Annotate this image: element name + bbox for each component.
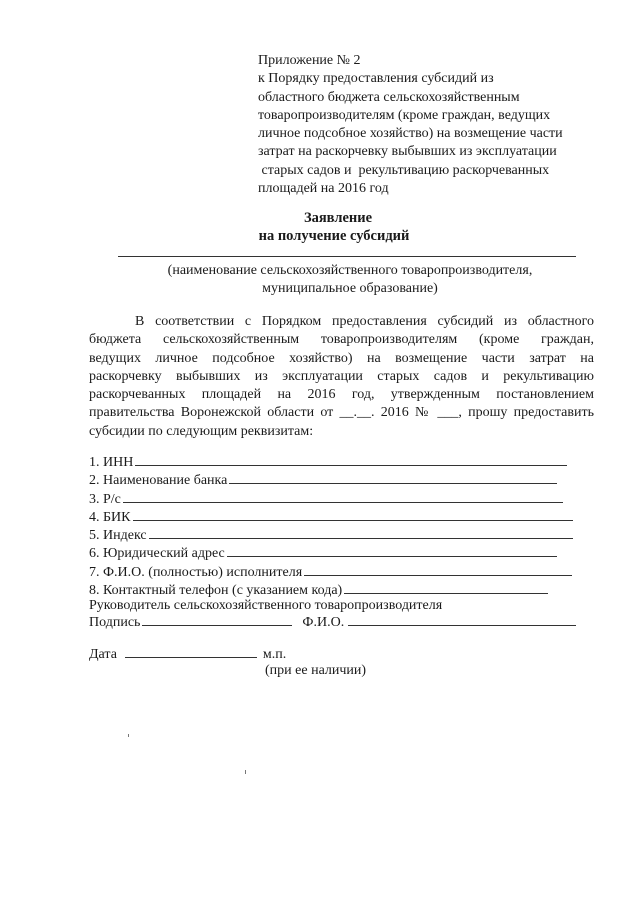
head-title: Руководитель сельскохозяйственного товаропроизводителя: [89, 598, 443, 613]
appendix-header: [258, 52, 598, 198]
title-line-2: на получение субсидий: [258, 228, 410, 244]
field-label: 5. Индекс: [89, 528, 147, 544]
field-blank[interactable]: [304, 561, 572, 576]
applicant-caption: [90, 262, 610, 298]
requisites-list: [89, 451, 589, 597]
field-label: 3. Р/с: [89, 491, 121, 507]
fio-label: Ф.И.О.: [302, 615, 345, 630]
field-label: 2. Наименование банка: [89, 473, 228, 489]
field-postcode: [89, 524, 589, 542]
appendix-line: личное подсобное хозяйство) на возмещение части: [258, 126, 563, 142]
caption-line-2: муниципальное образование): [262, 281, 438, 296]
signature-row: [89, 612, 576, 632]
body-line: раскорчеванных площадей на 2016 год, утвержденным постановлением: [89, 387, 594, 403]
signature-blank[interactable]: [142, 612, 292, 626]
fio-blank[interactable]: [348, 612, 576, 626]
seal-label: м.п.: [262, 647, 287, 662]
field-legal-address: [89, 542, 589, 560]
field-label: 4. БИК: [89, 509, 131, 525]
appendix-line: к Порядку предоставления субсидий из: [258, 71, 494, 87]
date-label: Дата: [89, 647, 117, 662]
appendix-line: товаропроизводителям (кроме граждан, ведущих: [258, 107, 551, 123]
field-blank[interactable]: [149, 524, 573, 539]
field-blank[interactable]: [344, 579, 548, 594]
title-line-1: Заявление: [303, 210, 373, 226]
seal-note: (при ее наличии): [265, 663, 367, 678]
date-blank[interactable]: [125, 644, 257, 658]
body-line: правительства Воронежской области от __.__. 2016 № ___, прошу предоставить: [89, 405, 594, 421]
field-inn: [89, 451, 589, 469]
application-body: [89, 313, 594, 441]
body-line: бюджета сельскохозяйственным товаропроизводителям (кроме граждан,: [89, 332, 594, 348]
document-title: [0, 209, 640, 245]
scan-mark: [245, 770, 246, 774]
appendix-line: Приложение № 2: [258, 53, 361, 68]
body-line: ведущих личное подсобное хозяйство) на возмещение части затрат на: [89, 350, 594, 366]
field-blank[interactable]: [133, 506, 573, 521]
appendix-line: старых садов и рекультивацию раскорчеванных: [258, 162, 550, 178]
field-bik: [89, 506, 589, 524]
field-blank[interactable]: [123, 488, 563, 503]
field-executor-name: [89, 561, 589, 579]
appendix-line: площадей на 2016 год: [258, 181, 389, 197]
field-bank-name: [89, 469, 589, 487]
body-line: В соответствии с Порядком предоставления субсидий из областного: [135, 314, 594, 329]
date-row: [89, 644, 286, 664]
field-label: 8. Контактный телефон (с указанием кода): [89, 583, 343, 599]
field-label: 6. Юридический адрес: [89, 546, 225, 562]
body-line: раскорчевку выбывших из эксплуатации старых садов и рекультивацию: [89, 368, 594, 384]
appendix-line: областного бюджета сельскохозяйственным: [258, 89, 520, 105]
field-contact-phone: [89, 579, 589, 597]
field-blank[interactable]: [229, 469, 557, 484]
field-blank[interactable]: [227, 542, 557, 557]
scan-mark: [128, 734, 129, 737]
field-label: 1. ИНН: [89, 455, 134, 470]
field-account: [89, 488, 589, 506]
field-label: 7. Ф.И.О. (полностью) исполнителя: [89, 564, 303, 580]
field-blank[interactable]: [135, 451, 567, 466]
appendix-line: затрат на раскорчевку выбывших из эксплуатации: [258, 144, 557, 160]
applicant-name-line[interactable]: [118, 256, 576, 257]
caption-line-1: (наименование сельскохозяйственного товаропроизводителя,: [167, 263, 533, 278]
signature-label: Подпись: [89, 615, 141, 630]
body-line: субсидии по следующим реквизитам:: [89, 423, 314, 439]
